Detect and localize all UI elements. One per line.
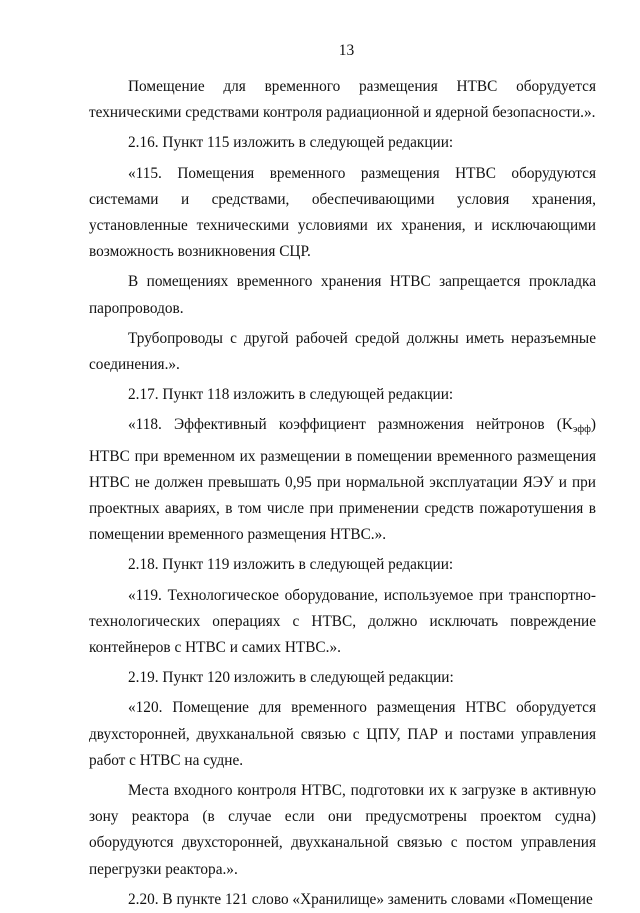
page-number: 13 xyxy=(338,42,355,59)
k-eff-subscript: эфф xyxy=(572,424,591,436)
paragraph-text: 2.17. Пункт 118 изложить в следующей редакции: xyxy=(128,386,454,404)
paragraph-item-119 xyxy=(89,583,596,662)
paragraph-input-control xyxy=(89,778,596,883)
paragraph-text-before: «118. Эффективный коэффициент размножения нейтронов (K xyxy=(128,416,573,434)
paragraph-item-120 xyxy=(89,695,596,774)
paragraph-item-118 xyxy=(89,412,596,548)
paragraph-text: Места входного контроля НТВС, подготовки их к загрузке в активную зону реактора (в случае если они предусмотрены проектом судна) оборудуются двухсторонней, двухканальной связью с постом управления перегрузки реактора.». xyxy=(89,782,596,878)
paragraph-text: Помещение для временного размещения НТВС оборудуется техническими средствами контроля радиационной и ядерной безопасности.». xyxy=(89,78,596,122)
paragraph-steam-pipes xyxy=(89,269,596,321)
paragraph-amendment-2-19 xyxy=(89,665,596,691)
paragraph-pipelines xyxy=(89,326,596,378)
paragraph-text: 2.18. Пункт 119 изложить в следующей редакции: xyxy=(128,556,454,574)
paragraph-text: В помещениях временного хранения НТВС запрещается прокладка паропроводов. xyxy=(89,273,596,317)
paragraph-text: «115. Помещения временного размещения НТВС оборудуются системами и средствами, обеспечивающими условия хранения, установленные техническими условиями их хранения, и исключающими возможность возникновения СЦР. xyxy=(89,164,596,261)
document-page xyxy=(89,40,596,913)
paragraph-text: «119. Технологическое оборудование, используемое при транспортно-технологических операциях с НТВС, должно исключать повреждение контейнеров с НТВС и самих НТВС.». xyxy=(89,586,596,657)
paragraph-continued xyxy=(89,74,596,126)
paragraph-text: 2.16. Пункт 115 изложить в следующей редакции: xyxy=(128,134,454,152)
paragraph-amendment-2-18 xyxy=(89,552,596,578)
paragraph-item-115 xyxy=(89,161,596,266)
paragraph-text-after: ) НТВС при временном их размещении в помещении временного размещения НТВС не должен превышать 0,95 при нормальной эксплуатации ЯЭУ и при проектных авариях, в том числе при применении средств пожаротушения в помещении временного размещения НТВС.». xyxy=(89,416,596,544)
paragraph-text: 2.19. Пункт 120 изложить в следующей редакции: xyxy=(128,669,454,687)
paragraph-text: Трубопроводы с другой рабочей средой должны иметь неразъемные соединения.». xyxy=(89,329,596,374)
paragraph-text: 2.20. В пункте 121 слово «Хранилище» заменить словами «Помещение xyxy=(128,890,593,908)
paragraph-amendment-2-16 xyxy=(89,130,596,156)
paragraph-amendment-2-20 xyxy=(89,887,596,913)
paragraph-amendment-2-17 xyxy=(89,382,596,408)
paragraph-text: «120. Помещение для временного размещения НТВС оборудуется двухсторонней, двухканальной связью с ЦПУ, ПАР и постами управления работ с НТВС на судне. xyxy=(89,699,596,769)
